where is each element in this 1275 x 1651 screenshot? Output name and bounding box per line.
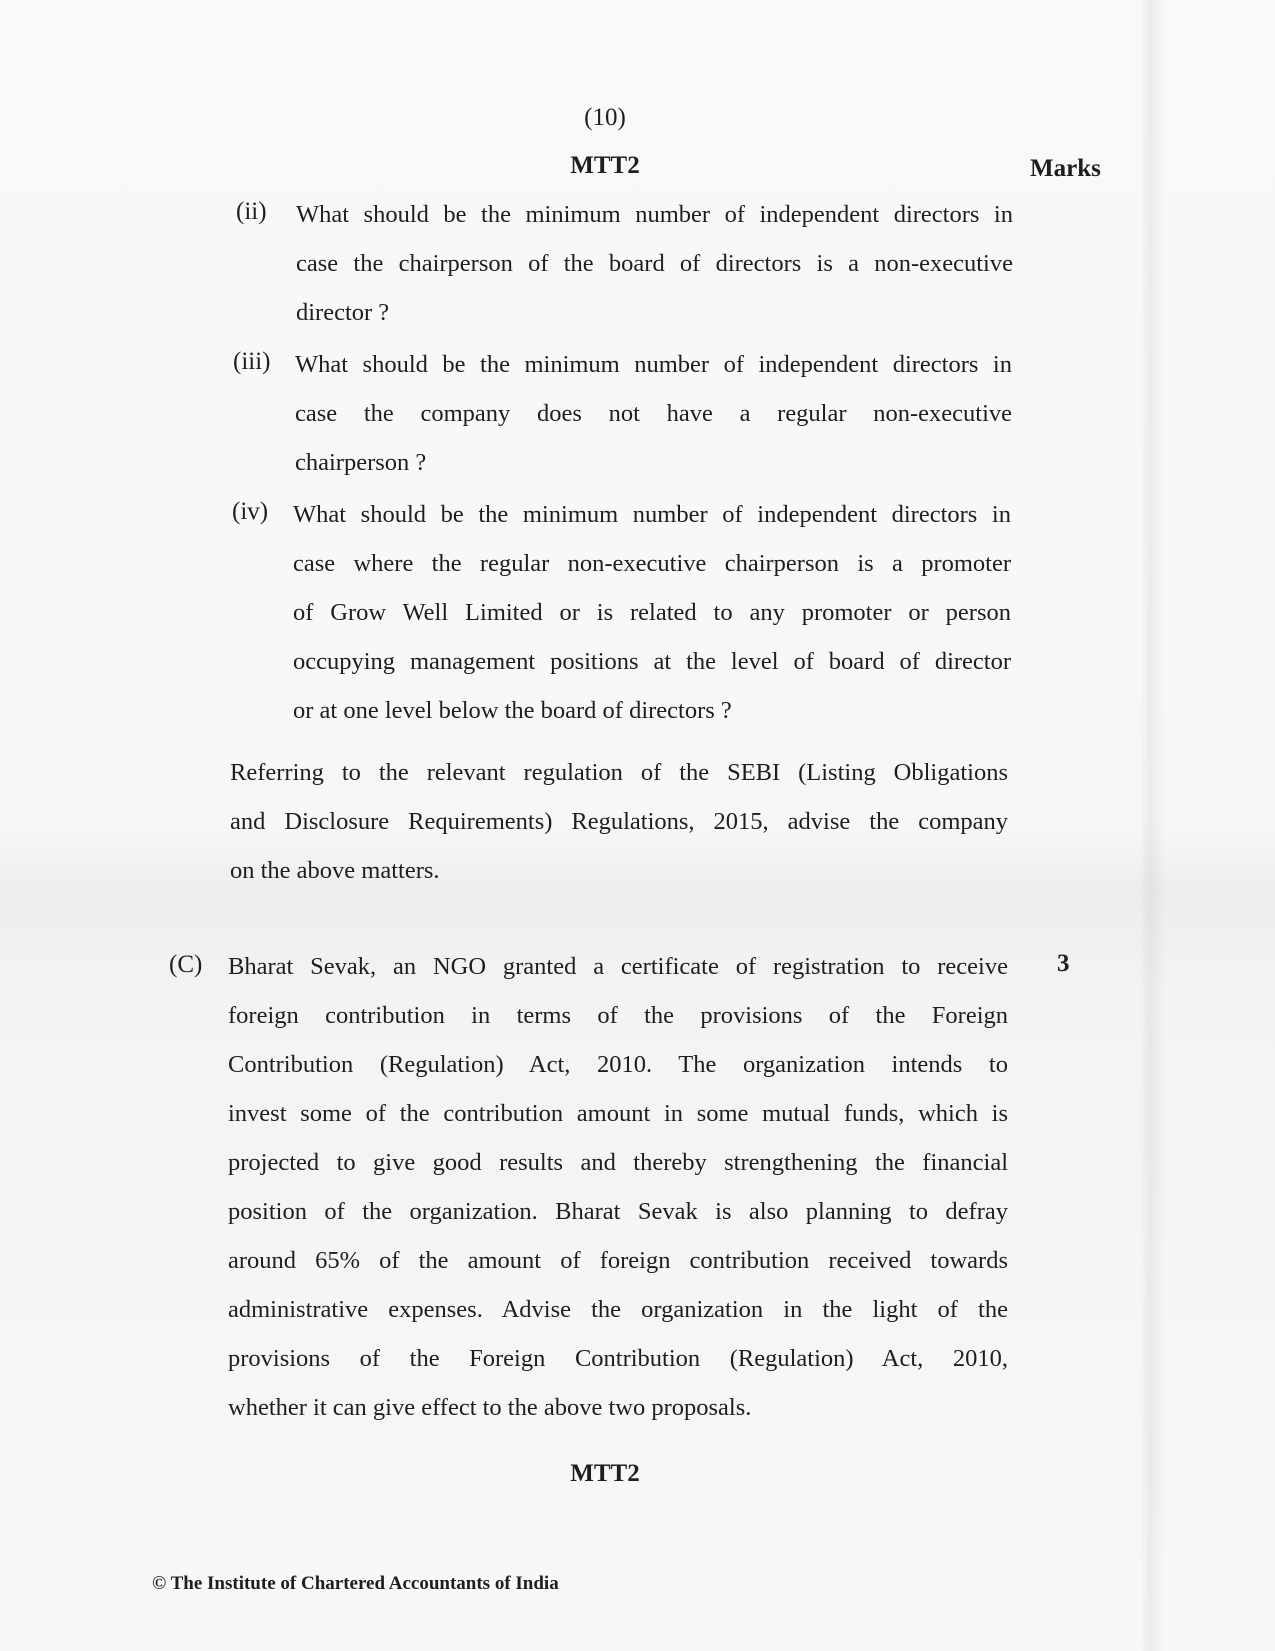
page-number: (10) <box>584 104 626 131</box>
question-line: invest some of the contribution amount in some mutual funds, which is <box>228 1100 1008 1127</box>
question-line: What should be the minimum number of independent directors in <box>293 501 1011 528</box>
question-label-c: (C) <box>169 951 203 978</box>
paper-code-footer: MTT2 <box>570 1460 640 1487</box>
question-line: What should be the minimum number of independent directors in <box>295 351 1012 378</box>
question-line: around 65% of the amount of foreign contribution received towards <box>228 1247 1008 1274</box>
question-line: chairperson ? <box>295 449 427 476</box>
question-line: case where the regular non-executive chairperson is a promoter <box>293 550 1011 577</box>
question-text-iv <box>293 490 1011 735</box>
question-line: director ? <box>296 299 390 326</box>
paper-code-header: MTT2 <box>570 152 640 179</box>
question-line: administrative expenses. Advise the organization in the light of the <box>228 1296 1008 1323</box>
question-text-c <box>228 942 1008 1432</box>
question-line: provisions of the Foreign Contribution (Regulation) Act, 2010, <box>228 1345 1008 1372</box>
question-line: What should be the minimum number of independent directors in <box>296 201 1013 228</box>
question-line: Bharat Sevak, an NGO granted a certificate of registration to receive <box>228 953 1008 980</box>
question-line: or at one level below the board of directors ? <box>293 697 732 724</box>
question-line: case the company does not have a regular non-executive <box>295 400 1012 427</box>
question-line: case the chairperson of the board of directors is a non-executive <box>296 250 1013 277</box>
question-line: foreign contribution in terms of the provisions of the Foreign <box>228 1002 1008 1029</box>
question-line: occupying management positions at the level of board of director <box>293 648 1011 675</box>
question-line: projected to give good results and thereby strengthening the financial <box>228 1149 1008 1176</box>
question-label-iii: (iii) <box>233 348 271 375</box>
instruction-line: on the above matters. <box>230 857 440 884</box>
marks-value-c: 3 <box>1057 950 1070 977</box>
instruction-line: Referring to the relevant regulation of the SEBI (Listing Obligations <box>230 759 1008 786</box>
question-text-ii <box>296 190 1013 337</box>
question-text-iii <box>295 340 1012 487</box>
question-line: Contribution (Regulation) Act, 2010. The organization intends to <box>228 1051 1008 1078</box>
question-line: position of the organization. Bharat Sevak is also planning to defray <box>228 1198 1008 1225</box>
question-line: whether it can give effect to the above two proposals. <box>228 1394 752 1421</box>
question-label-iv: (iv) <box>232 498 269 525</box>
question-line: of Grow Well Limited or is related to any promoter or person <box>293 599 1011 626</box>
copyright-footer: © The Institute of Chartered Accountants of India <box>152 1573 559 1594</box>
instruction-line: and Disclosure Requirements) Regulations, 2015, advise the company <box>230 808 1008 835</box>
marks-column-heading: Marks <box>1030 155 1101 182</box>
instruction-paragraph <box>230 748 1008 895</box>
question-label-ii: (ii) <box>236 198 267 225</box>
